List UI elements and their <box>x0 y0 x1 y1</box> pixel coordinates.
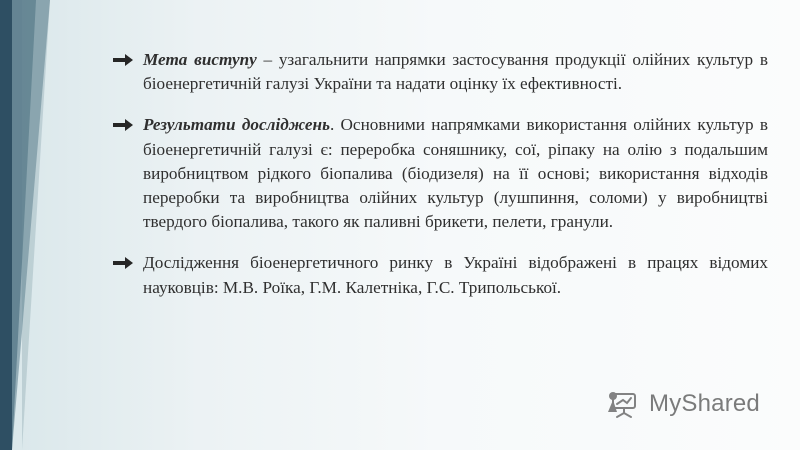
bullet-results-text: . Основними напрямками використання олійних культур в біоенергетичній галузі є: переробка соняшнику, сої, ріпаку на олію з подальшим виробництвом рідкого біопалива (біодизеля) на її основі; використання відходів переробки та виробництва олійних культур (лушпиння, соломи) у виробництві твердого біопалива, такого як паливні брикети, пелети, гранули. <box>143 115 769 232</box>
presentation-board-icon <box>607 388 641 420</box>
bullet-purpose-text: – узагальнити напрямки застосування продукції олійних культур в біоенергетичній галузі України та надати оцінку їх ефективності. <box>143 50 768 94</box>
slide-left-bar <box>0 0 12 450</box>
slide-decorative-ribbon <box>12 0 50 450</box>
bullet-purpose <box>112 48 768 96</box>
watermark-text: MyShared <box>649 390 760 417</box>
bullet-results <box>112 113 768 234</box>
arrow-bullet-icon <box>112 256 134 270</box>
slide-content <box>112 48 768 317</box>
myshared-watermark <box>607 387 767 421</box>
bullet-purpose-lead: Мета виступу <box>143 50 257 69</box>
arrow-bullet-icon <box>112 53 134 67</box>
bullet-research <box>112 251 768 299</box>
bullet-research-text: Дослідження біоенергетичного ринку в Україні відображені в працях відомих науковців: М.В. Роїка, Г.М. Калетніка, Г.С. Трипольської. <box>143 253 768 297</box>
bullet-results-lead: Результати досліджень <box>143 115 330 135</box>
arrow-bullet-icon <box>112 118 134 132</box>
